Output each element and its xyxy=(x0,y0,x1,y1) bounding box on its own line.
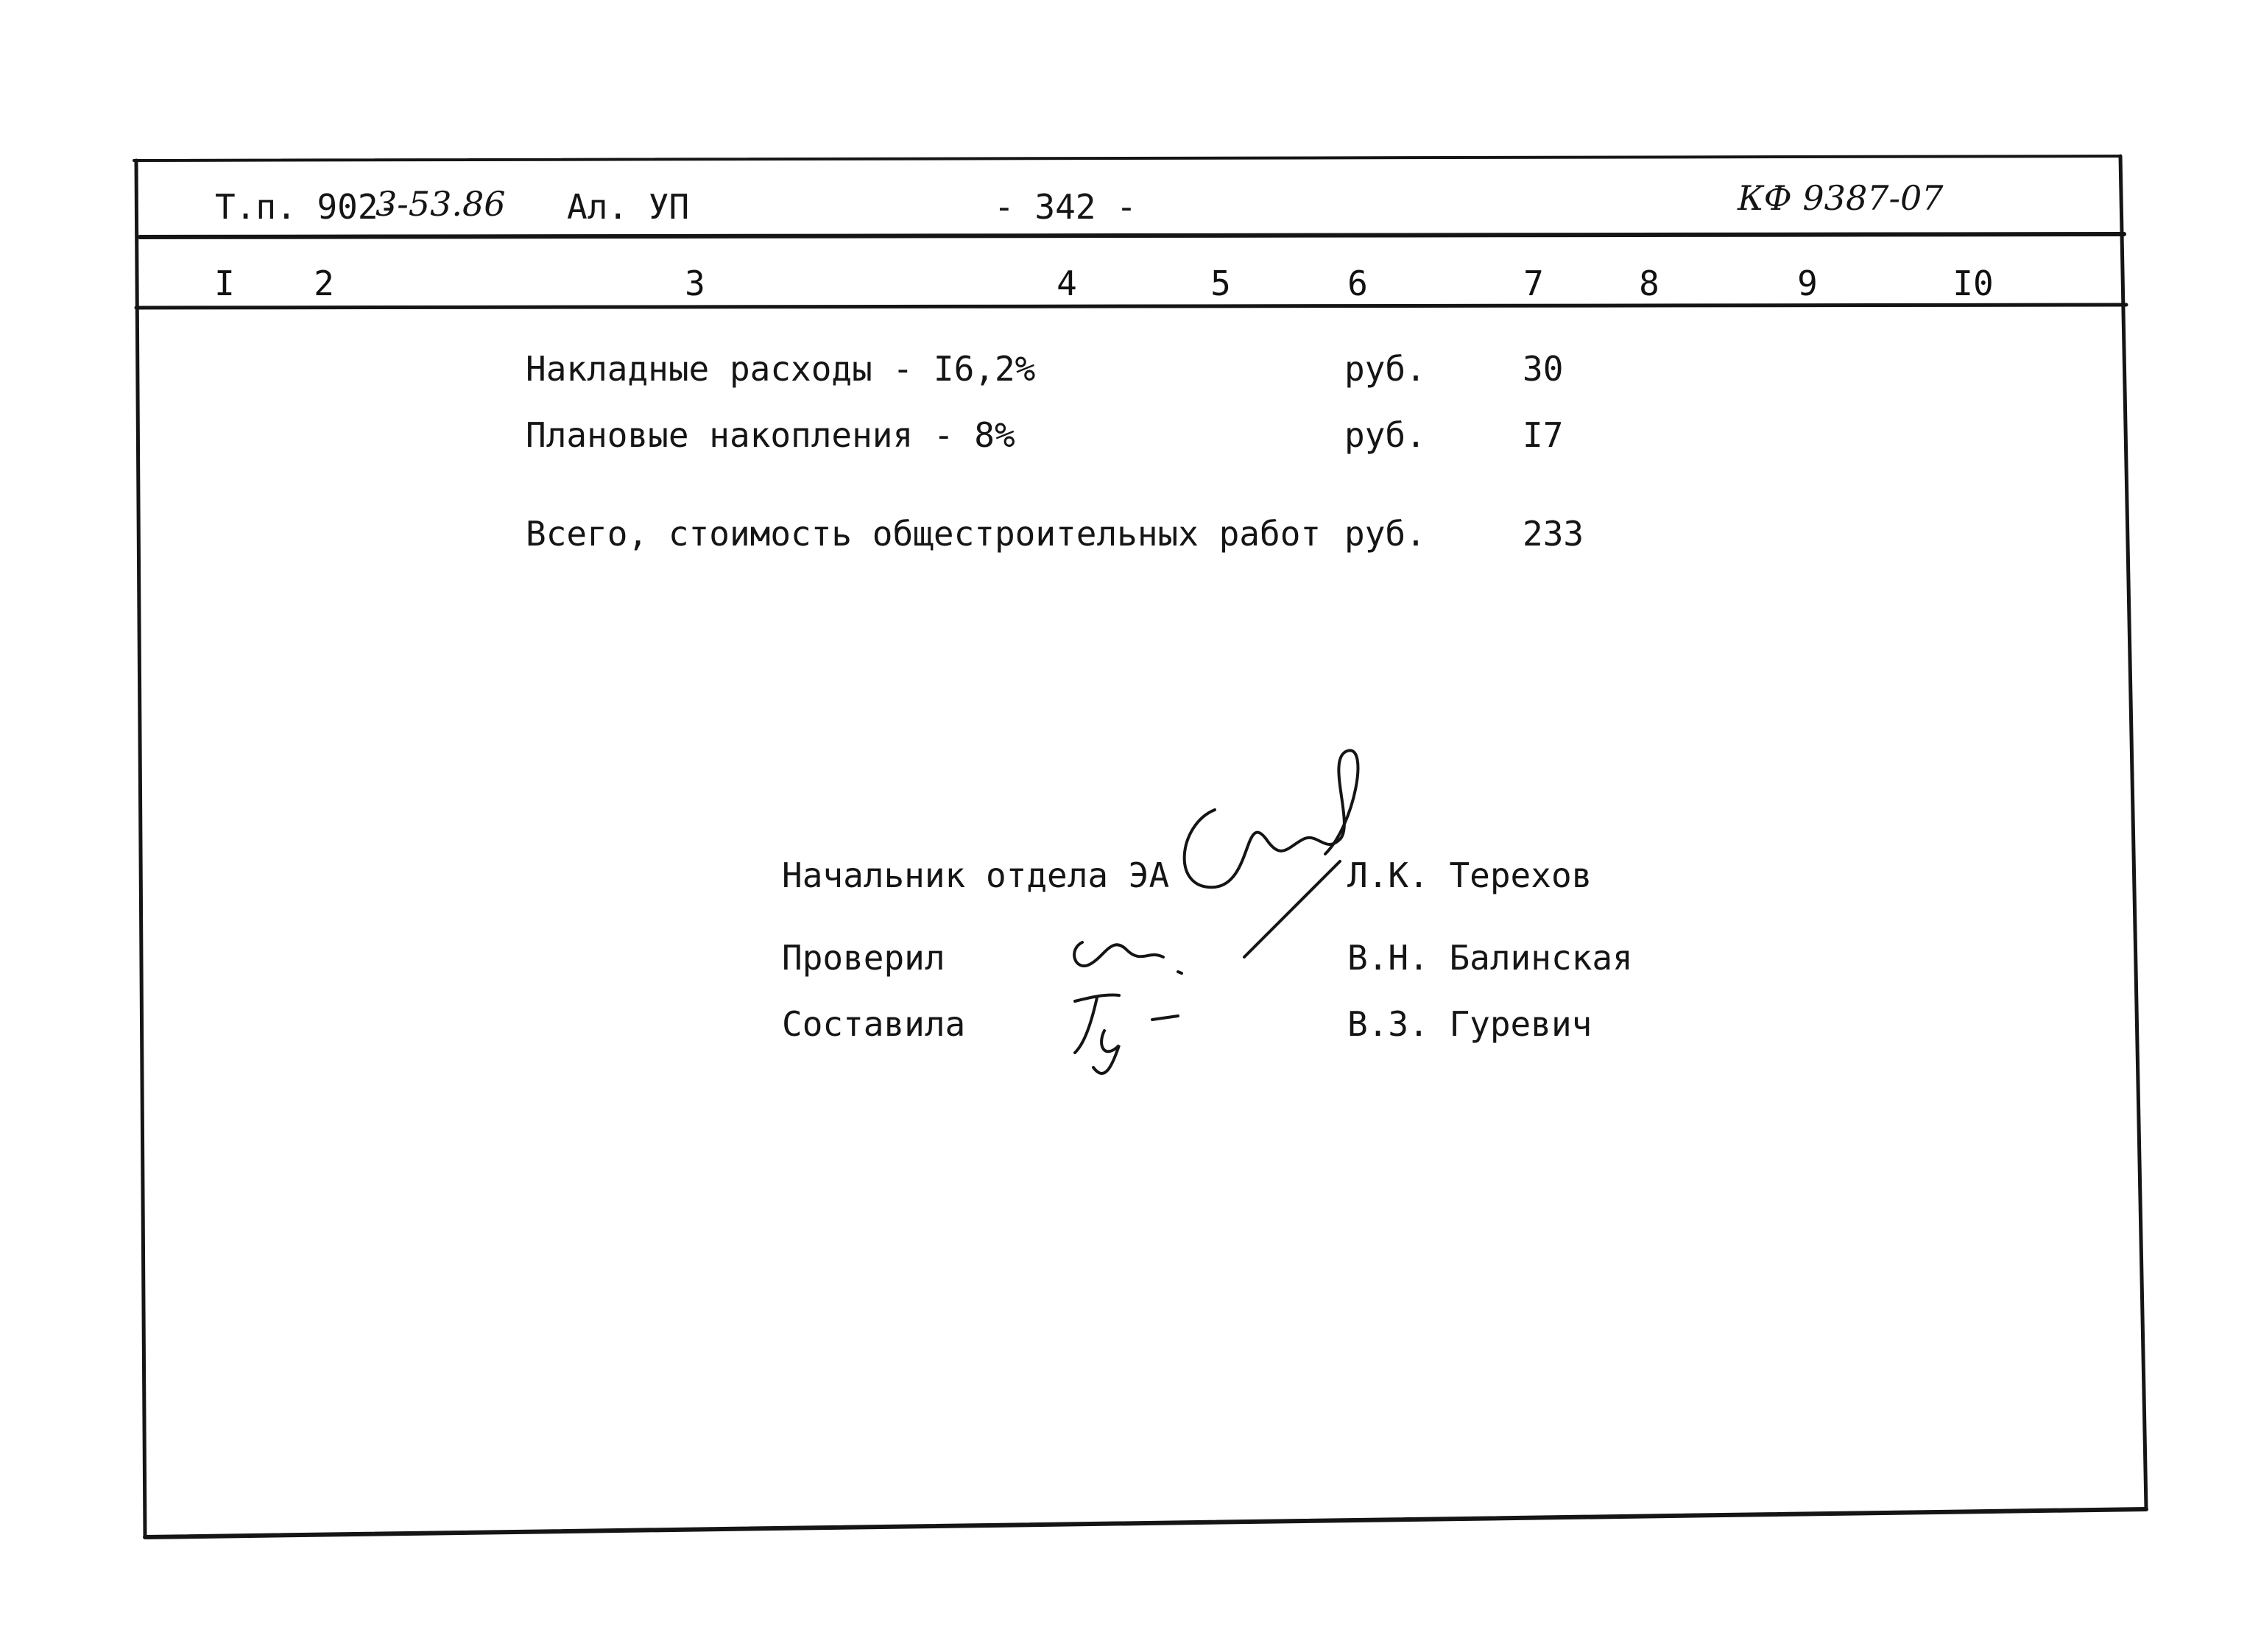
signature-role: Проверил xyxy=(782,938,945,978)
column-number: 7 xyxy=(1523,264,1544,303)
signature-checked xyxy=(1074,942,1182,973)
column-number: 3 xyxy=(685,264,705,303)
row-unit: руб. xyxy=(1344,415,1426,455)
frame-top-line xyxy=(134,156,2120,160)
column-number: 8 xyxy=(1639,264,1659,303)
signature-role: Составила xyxy=(782,1004,966,1044)
signature-person: В.З. Гуревич xyxy=(1347,1004,1592,1044)
frame-right-line xyxy=(2120,156,2146,1509)
row-name: Накладные расходы - I6,2% xyxy=(526,349,1036,389)
signature-person: Л.К. Терехов xyxy=(1347,855,1592,895)
document-code: КФ 9387-07 xyxy=(1738,178,1944,218)
doc-prefix: Т.п. 902- xyxy=(215,187,399,227)
frame-bottom-line xyxy=(145,1509,2146,1537)
doc-number-handwritten: 3-53.86 xyxy=(375,184,506,224)
page-number: - 342 - xyxy=(994,187,1137,227)
column-number: I xyxy=(214,264,235,303)
row-value: 30 xyxy=(1523,349,1564,389)
signature-role: Начальник отдела ЭА xyxy=(782,855,1170,895)
album-label: Ал. УП xyxy=(567,187,690,227)
column-number: 6 xyxy=(1347,264,1368,303)
row-value: I7 xyxy=(1523,415,1564,455)
column-number: 9 xyxy=(1797,264,1818,303)
column-number: I0 xyxy=(1953,264,1994,303)
signature-head xyxy=(1185,750,1358,957)
row-name: Плановые накопления - 8% xyxy=(526,415,1015,455)
column-header-line xyxy=(136,305,2126,308)
row-value: 233 xyxy=(1523,514,1584,554)
row-name: Всего, стоимость общестроительных работ xyxy=(526,514,1322,554)
column-number: 2 xyxy=(314,264,334,303)
signature-person: В.Н. Балинская xyxy=(1347,938,1633,978)
column-number: 4 xyxy=(1057,264,1077,303)
column-number: 5 xyxy=(1210,264,1231,303)
signature-compiled xyxy=(1075,995,1178,1074)
row-unit: руб. xyxy=(1344,349,1426,389)
frame-left-line xyxy=(136,160,145,1537)
header-separator-line xyxy=(140,234,2124,237)
row-unit: руб. xyxy=(1344,514,1426,554)
